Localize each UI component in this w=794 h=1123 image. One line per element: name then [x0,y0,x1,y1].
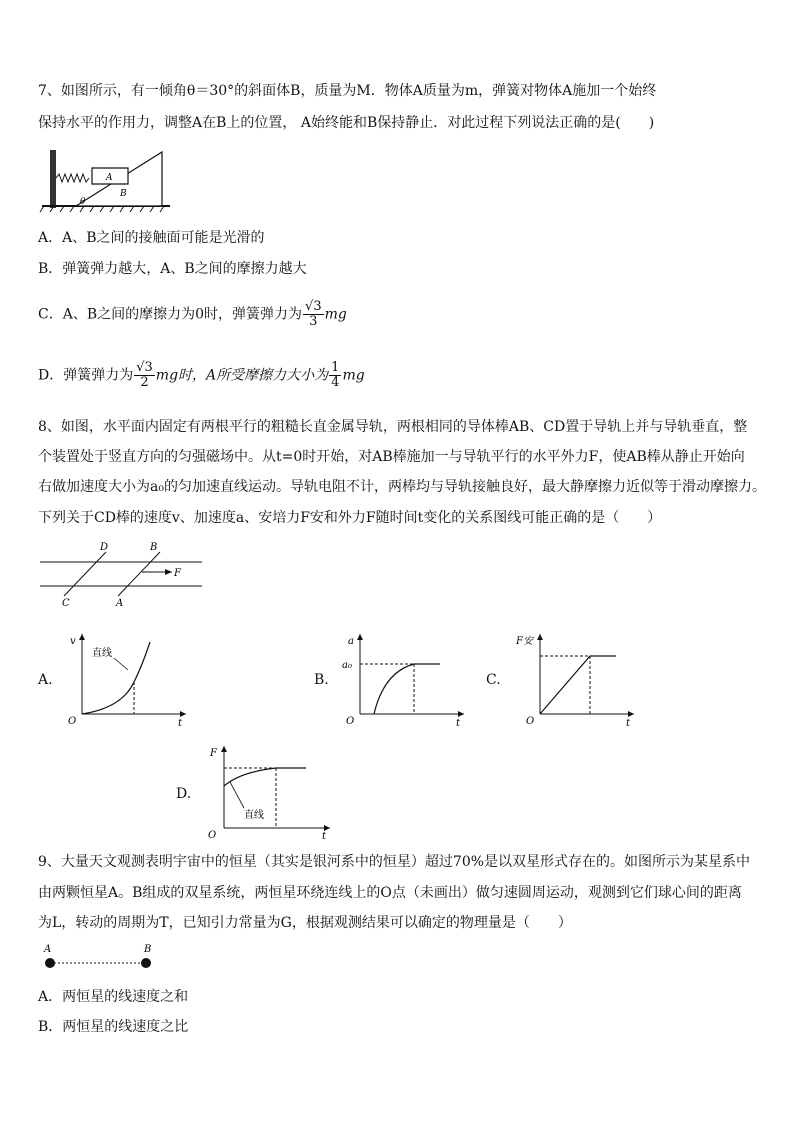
q7-option-b[interactable]: B．弹簧弹力越大，A、B之间的摩擦力越大 [38,261,307,277]
label-f: F [174,568,181,579]
x-axis-arrow [458,711,464,717]
q8-stem-line1: 8、如图，水平面内固定有两根平行的粗糙长直金属导轨，两根相同的导体棒AB、CD置于导轨上并与导轨垂直，整 [38,419,748,435]
label-b: B [120,189,127,199]
origin-label: O [68,716,77,726]
x-label: t [322,831,327,840]
force-arrow-head [165,569,172,575]
star-a-label: A [44,944,52,955]
x-label: t [178,718,183,726]
note-leader [114,658,128,670]
q8-graph-a [62,630,192,726]
spring [56,174,89,182]
note-leader [230,782,244,808]
q9-binary-star-figure [40,940,160,972]
label-b: B [150,542,158,553]
label-a: A [116,598,124,609]
origin-label: O [346,716,355,726]
origin-label: O [208,830,217,840]
q8-rails-figure [36,540,206,612]
star-b-label: B [144,944,152,955]
fraction-1-over-4: $\frac{1}{4}$ [331,360,340,390]
q7-option-c[interactable] [38,300,347,329]
q9-stem-line2: 由两颗恒星A。B组成的双星系统，两恒星环绕连线上的O点（未画出）做匀速圆周运动，观测到它们球心间的距离 [38,885,742,901]
q7-option-d-text: D．弹簧弹力为 [38,367,134,384]
q9-option-b[interactable]: B．两恒星的线速度之比 [38,1019,189,1035]
q9-option-a[interactable]: A．两恒星的线速度之和 [38,989,189,1005]
q8-stem-line2: 个装置处于竖直方向的匀强磁场中。从t=0时开始，对AB棒施加一与导轨平行的水平外力F，使AB棒从静止开始向 [38,449,745,465]
y-axis-arrow [79,634,85,640]
y-axis-arrow [537,634,543,640]
x-axis-arrow [180,711,186,717]
label-c: C [62,598,70,609]
q7-stem-line1: 7、如图所示，有一倾角θ＝30°的斜面体B，质量为M．物体A质量为m，弹簧对物体A施加一个始终 [38,83,657,99]
fraction-sqrt3-over-2: $\frac{√3}{2}$ [136,360,153,390]
q8-option-d-label[interactable]: D. [176,786,192,802]
q7-incline-figure [36,146,176,214]
q8-option-b-label[interactable]: B. [314,672,329,688]
y-label: a [348,636,354,647]
q8-graph-b [340,630,470,726]
level-label: a₀ [342,660,352,671]
label-theta: θ [80,197,86,207]
label-d: D [100,542,109,553]
wall [50,150,56,208]
y-label: F安 [516,636,533,647]
x-axis-arrow [628,711,634,717]
star-b [141,958,151,968]
q7-option-d[interactable] [38,361,365,390]
q7-option-a[interactable]: A．A、B之间的接触面可能是光滑的 [38,230,265,246]
q7-option-d-mid: mg时，A所受摩擦力大小为 [155,367,329,384]
y-axis-arrow [221,746,227,752]
fraction-sqrt3-over-3: $\frac{√3}{3}$ [305,299,322,329]
y-label: v [70,636,76,647]
q8-graph-c [510,630,640,726]
origin-label: O [526,716,535,726]
q8-option-a-label[interactable]: A. [38,672,53,688]
note-label: 直线 [92,648,112,659]
rod-cd [64,552,106,596]
q9-stem-line1: 9、大量天文观测表明宇宙中的恒星（其实是银河系中的恒星）超过70%是以双星形式存在的。如图所示为某星系中 [38,854,751,870]
x-label: t [626,718,631,726]
q8-graph-d [200,742,340,840]
q7-option-c-unit: mg [324,306,347,323]
q7-option-d-unit: mg [342,367,365,384]
note-label: 直线 [244,810,264,821]
rod-ab [118,552,160,596]
curve [374,664,414,714]
star-a [45,958,55,968]
q8-stem-line4: 下列关于CD棒的速度v、加速度a、安培力F安和外力F随时间t变化的关系图线可能正确的是（ ） [38,510,662,526]
q7-stem-line2: 保持水平的作用力，调整A在B上的位置， A始终能和B保持静止．对此过程下列说法正确的是( ) [38,115,655,131]
q8-stem-line3: 右做加速度大小为a₀的匀加速直线运动。导轨电阻不计，两棒均与导轨接触良好，最大静摩擦力近似等于滑动摩擦力。 [38,479,766,495]
q8-option-c-label[interactable]: C. [486,672,501,688]
label-a: A [106,173,113,183]
x-label: t [456,718,461,726]
q7-option-c-text: C．A、B之间的摩擦力为0时，弹簧弹力为 [38,306,303,323]
ramp [540,656,590,714]
y-axis-arrow [357,634,363,640]
curve [224,768,276,786]
y-label: F [210,748,217,759]
q9-stem-line3: 为L，转动的周期为T，已知引力常量为G，根据观测结果可以确定的物理量是（ ） [38,915,572,931]
